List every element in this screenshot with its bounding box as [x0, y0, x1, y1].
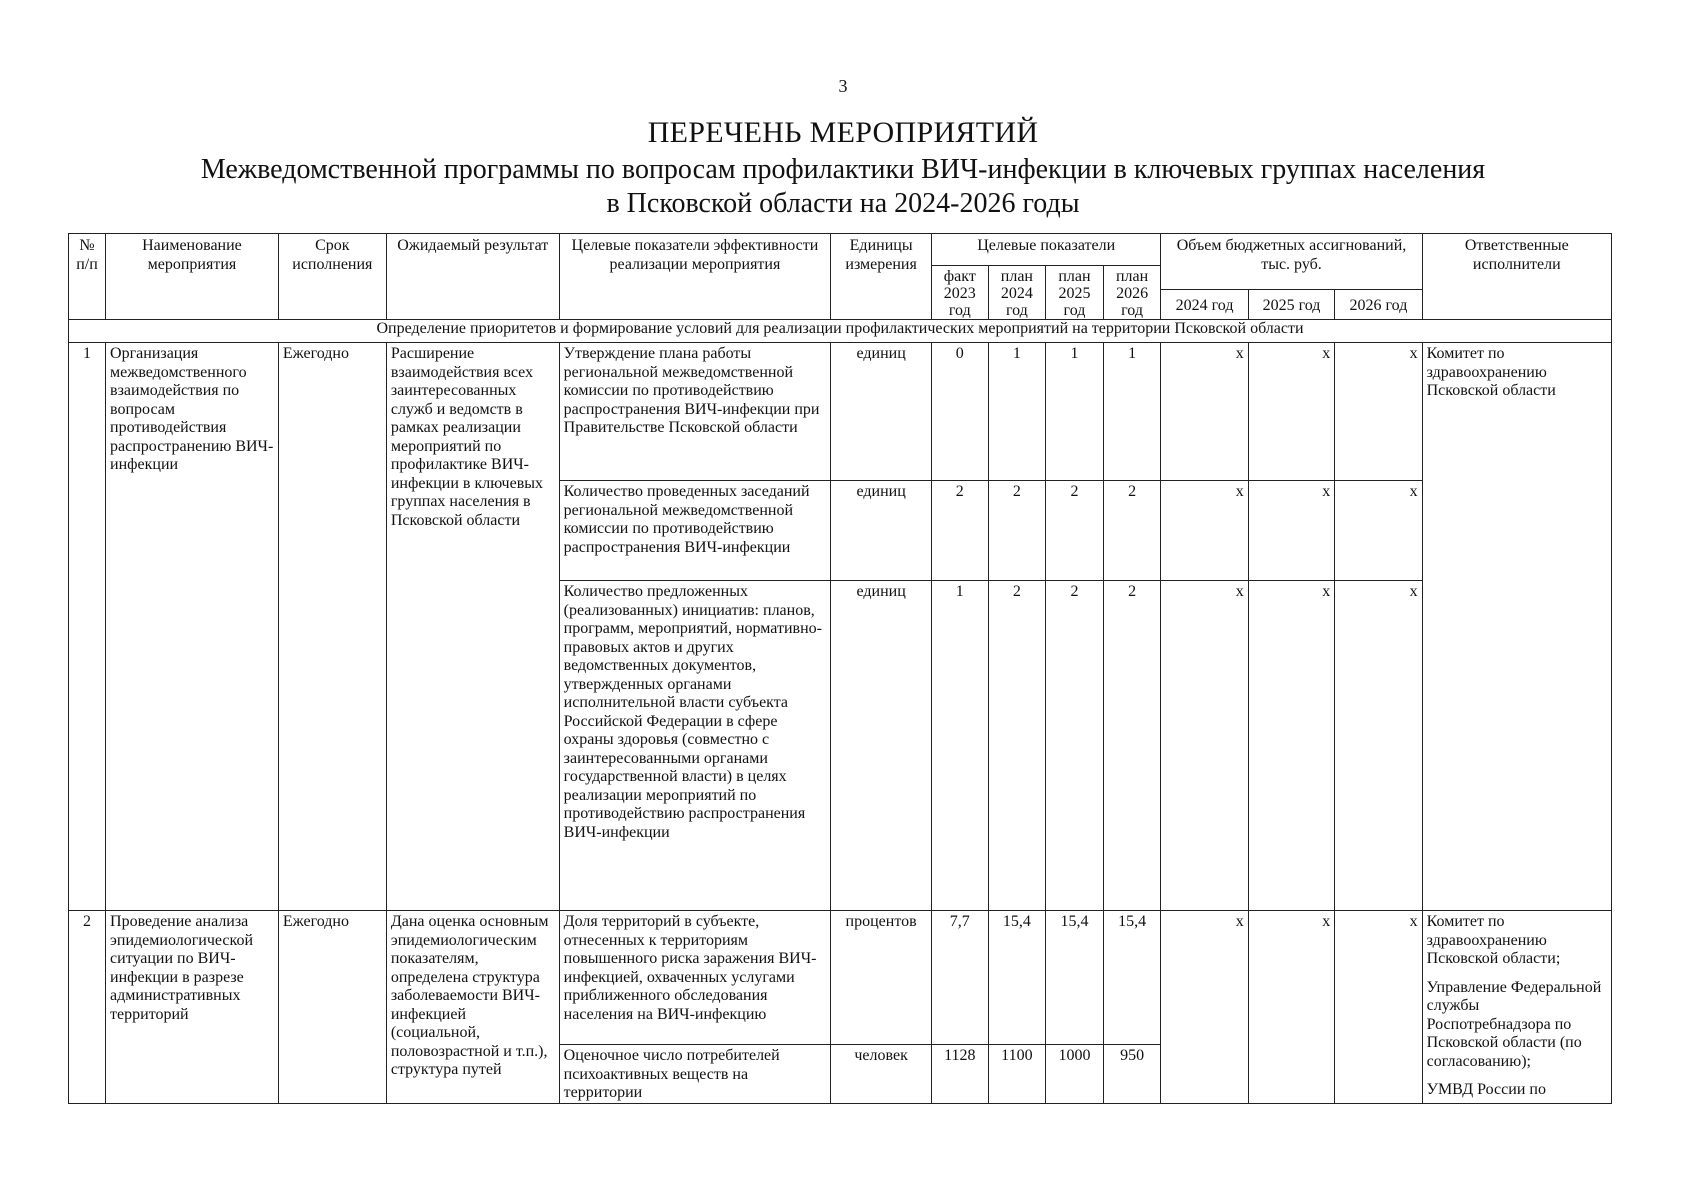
fact-2023: 0 [932, 343, 989, 481]
indicator-text: Количество проведенных заседаний региональной межведомственной комиссии по противодействию распространения ВИЧ-инфекции [559, 481, 831, 581]
plan-2025: 2 [1046, 481, 1104, 581]
plan-2026: 950 [1103, 1045, 1161, 1104]
header-budget-2025: 2025 год [1248, 290, 1334, 320]
measure-name: Проведение анализа эпидемиологической ситуации по ВИЧ-инфекции в разрезе административных территорий [106, 911, 279, 1104]
plan-2026: 15,4 [1103, 911, 1161, 1045]
indicator-text: Количество предложенных (реализованных) инициатив: планов, программ, мероприятий, нормативно-правовых актов и других ведомственных документов, утвержденных органами исполнительной власти субъекта Российской Федерации в сфере охраны здоровья (совместно с заинтересованными органами государственной власти) в целях реализации мероприятий по противодействию распространения ВИЧ-инфекции [559, 581, 831, 911]
header-plan-2024: план 2024 год [988, 266, 1046, 320]
header-plan-2026: план 2026 год [1103, 266, 1161, 320]
indicator-unit: процентов [831, 911, 932, 1045]
header-name: Наименование мероприятия [106, 234, 279, 320]
header-result: Ожидаемый результат [386, 234, 559, 320]
plan-2026: 1 [1103, 343, 1161, 481]
fact-2023: 2 [932, 481, 989, 581]
budget-2025: х [1248, 481, 1334, 581]
plan-2024: 15,4 [988, 911, 1046, 1045]
plan-2024: 2 [988, 481, 1046, 581]
budget-2024: х [1161, 481, 1248, 581]
plan-2025: 1000 [1046, 1045, 1104, 1104]
header-budget-2026: 2026 год [1335, 290, 1422, 320]
plan-2024: 2 [988, 581, 1046, 911]
responsible-executor: Управление Федеральной службы Роспотребнадзора по Псковской области (по согласованию); [1426, 978, 1602, 1070]
measure-term: Ежегодно [278, 911, 386, 1104]
document-title: ПЕРЕЧЕНЬ МЕРОПРИЯТИЙ [647, 116, 1039, 149]
fact-2023: 1128 [932, 1045, 989, 1104]
fact-2023: 7,7 [932, 911, 989, 1045]
measures-table [68, 233, 1612, 1104]
indicator-unit: единиц [831, 481, 932, 581]
expected-result: Расширение взаимодействия всех заинтересованных служб и ведомств в рамках реализации мероприятий по профилактике ВИЧ-инфекции в ключевых группах населения в Псковской области [386, 343, 559, 911]
plan-2024: 1 [988, 343, 1046, 481]
indicator-text: Утверждение плана работы региональной межведомственной комиссии по противодействию распространения ВИЧ-инфекции при Правительстве Псковской области [559, 343, 831, 481]
header-term: Срок исполнения [278, 234, 386, 320]
budget-2025: х [1248, 581, 1334, 911]
header-fact-2023: факт 2023 год [932, 266, 989, 320]
responsible-executor: УМВД России по [1426, 1081, 1546, 1098]
budget-2026: х [1335, 581, 1422, 911]
measure-term: Ежегодно [278, 343, 386, 911]
budget-2026: х [1335, 481, 1422, 581]
header-num: № п/п [69, 234, 106, 320]
budget-2024: х [1161, 581, 1248, 911]
table-row [69, 343, 1612, 481]
document-subtitle-line2: в Псковской области на 2024-2026 годы [606, 188, 1080, 219]
budget-2026: х [1335, 343, 1422, 481]
header-indicators: Целевые показатели эффективности реализации мероприятия [559, 234, 831, 320]
header-targets: Целевые показатели [932, 234, 1161, 266]
page-number: 3 [838, 76, 848, 96]
header-budget-2024: 2024 год [1161, 290, 1248, 320]
plan-2026: 2 [1103, 581, 1161, 911]
plan-2025: 15,4 [1046, 911, 1104, 1045]
row-number: 2 [69, 911, 106, 1104]
budget-2024: х [1161, 911, 1248, 1104]
budget-2025: х [1248, 343, 1334, 481]
indicator-unit: единиц [831, 581, 932, 911]
indicator-unit: человек [831, 1045, 932, 1104]
plan-2025: 2 [1046, 581, 1104, 911]
plan-2026: 2 [1103, 481, 1161, 581]
measure-name: Организация межведомственного взаимодействия по вопросам противодействия распространению ВИЧ-инфекции [106, 343, 279, 911]
header-responsible: Ответственные исполнители [1422, 234, 1611, 320]
header-units: Единицы измерения [831, 234, 932, 320]
row-number: 1 [69, 343, 106, 911]
responsible-executor: Комитет по здравоохранению Псковской области; [1426, 913, 1561, 967]
fact-2023: 1 [932, 581, 989, 911]
budget-2024: х [1161, 343, 1248, 481]
budget-2026: х [1335, 911, 1422, 1104]
plan-2024: 1100 [988, 1045, 1046, 1104]
header-budget: Объем бюджетных ассигнований, тыс. руб. [1161, 234, 1422, 290]
table-row [69, 911, 1612, 1045]
indicator-text: Доля территорий в субъекте, отнесенных к территориям повышенного риска заражения ВИЧ-инфекцией, охваченных услугами приближенного обследования населения на ВИЧ-инфекцию [559, 911, 831, 1045]
section-heading: Определение приоритетов и формирование условий для реализации профилактических мероприятий на территории Псковской области [69, 320, 1612, 343]
responsible-executor: Комитет по здравоохранению Псковской области [1422, 343, 1611, 911]
responsible-executors [1422, 911, 1611, 1104]
document-subtitle-line1: Межведомственной программы по вопросам профилактики ВИЧ-инфекции в ключевых группах населения [200, 154, 1486, 185]
budget-2025: х [1248, 911, 1334, 1104]
indicator-unit: единиц [831, 343, 932, 481]
header-plan-2025: план 2025 год [1046, 266, 1104, 320]
expected-result: Дана оценка основным эпидемиологическим показателям, определена структура заболеваемости ВИЧ-инфекцией (социальной, половозрастной и т.п.), структура путей [386, 911, 559, 1104]
plan-2025: 1 [1046, 343, 1104, 481]
indicator-text: Оценочное число потребителей психоактивных веществ на территории [559, 1045, 831, 1104]
